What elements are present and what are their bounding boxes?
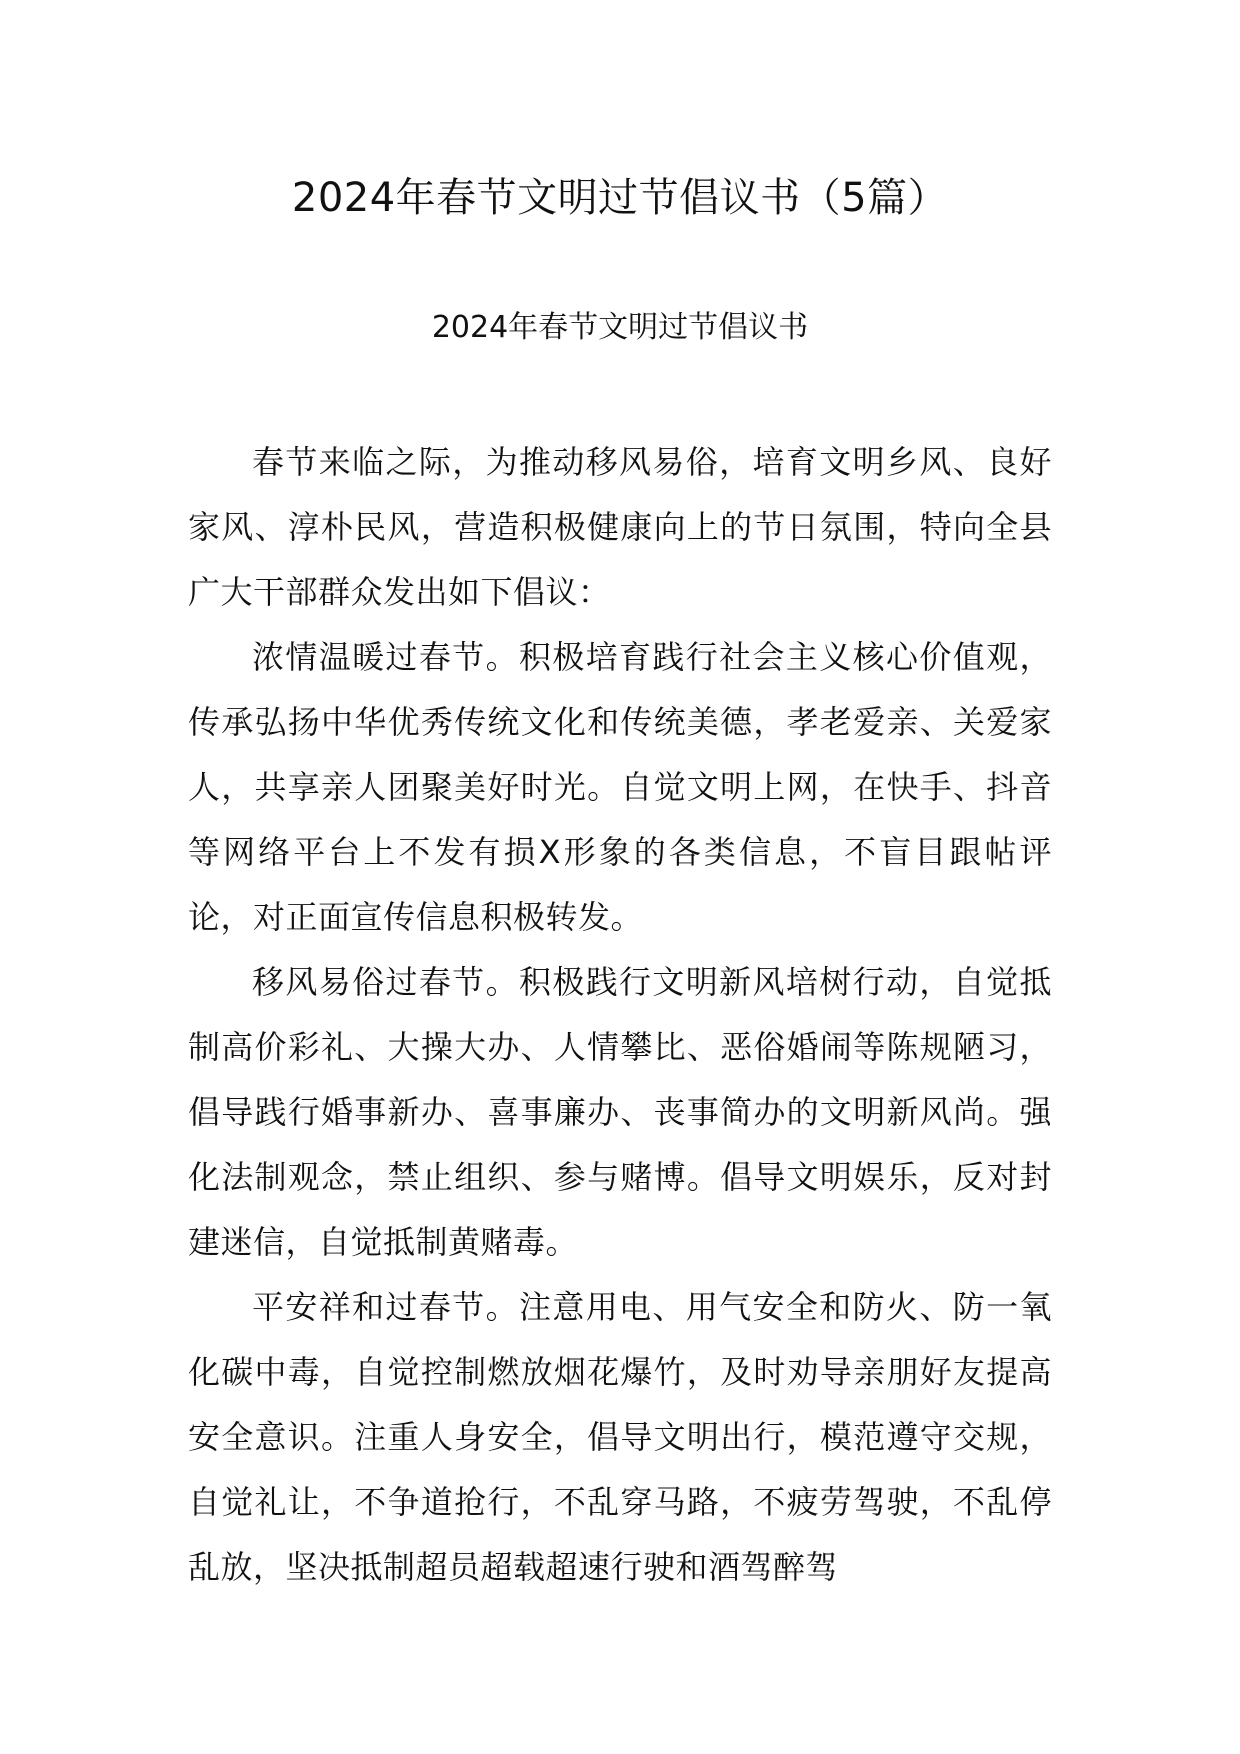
document-subtitle: 2024年春节文明过节倡议书 [431, 310, 809, 345]
document-title: 2024年春节文明过节倡议书（5篇） [291, 175, 949, 221]
paragraph-warm-festival: 浓情温暖过春节。积极培育践行社会主义核心价值观，传承弘扬中华优秀传统文化和传统美德，孝老爱亲、关爱家人，共享亲人团聚美好时光。自觉文明上网，在快手、抖音等网络平台上不发有损X形象的各类信息，不盲目跟帖评论，对正面宣传信息积极转发。 [188, 638, 1052, 936]
paragraph-safe-festival: 平安祥和过春节。注意用电、用气安全和防火、防一氧化碳中毒，自觉控制燃放烟花爆竹，及时劝导亲朋好友提高安全意识。注重人身安全，倡导文明出行，模范遵守交规，自觉礼让，不争道抢行，不乱穿马路，不疲劳驾驶，不乱停乱放，坚决抵制超员超载超速行驶和酒驾醉驾 [188, 1288, 1052, 1586]
paragraph-intro: 春节来临之际，为推动移风易俗，培育文明乡风、良好家风、淳朴民风，营造积极健康向上的节日氛围，特向全县广大干部群众发出如下倡议： [188, 443, 1052, 611]
document-body [188, 430, 1052, 1600]
paragraph-customs-reform: 移风易俗过春节。积极践行文明新风培树行动，自觉抵制高价彩礼、大操大办、人情攀比、恶俗婚闹等陈规陋习，倡导践行婚事新办、喜事廉办、丧事简办的文明新风尚。强化法制观念，禁止组织、参与赌博。倡导文明娱乐，反对封建迷信，自觉抵制黄赌毒。 [188, 963, 1052, 1261]
